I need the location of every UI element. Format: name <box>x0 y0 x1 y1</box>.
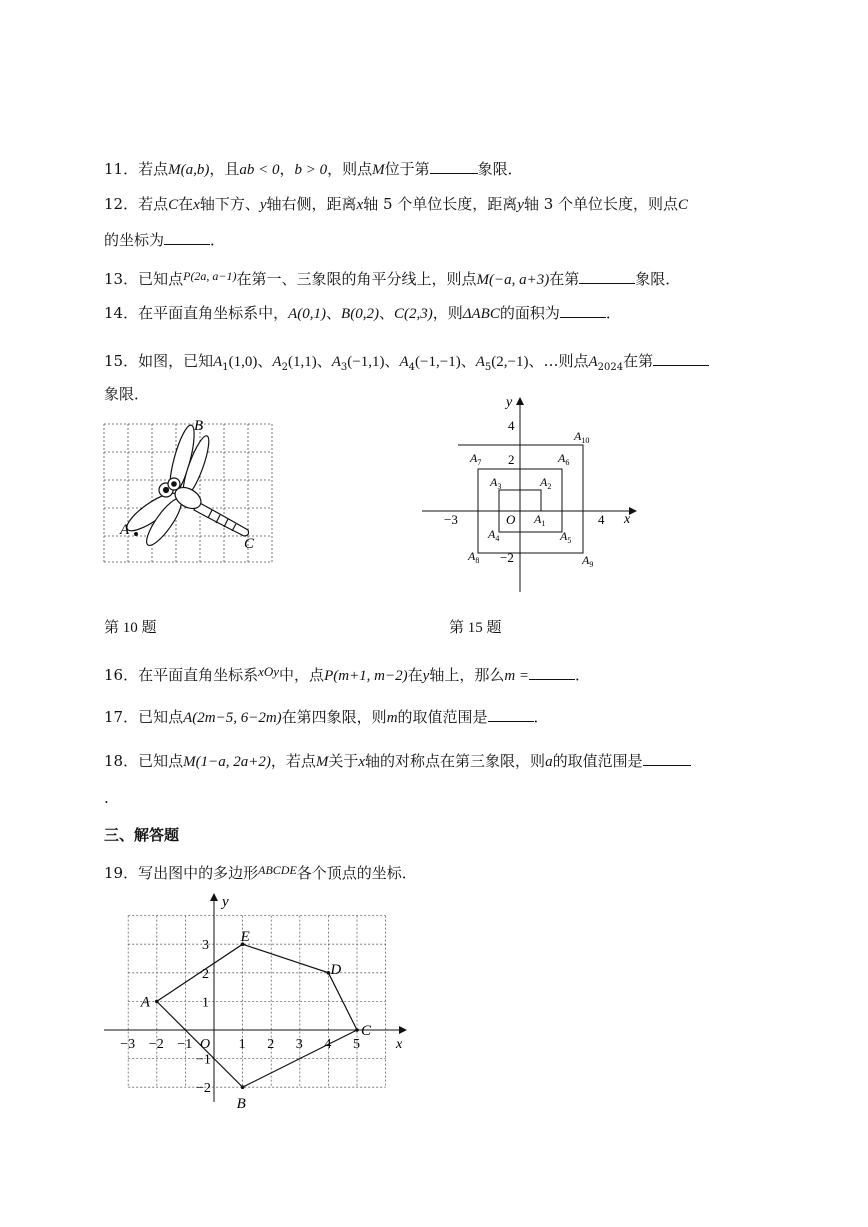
text: 在 <box>407 666 423 684</box>
vertex-dot-a <box>155 1000 159 1004</box>
math-expr: A(0,1) <box>288 306 327 322</box>
text: 已知点 <box>138 708 184 726</box>
vertex-label-b: B <box>236 1096 246 1113</box>
answer-blank[interactable] <box>488 706 534 722</box>
y-axis-label: y <box>222 894 229 910</box>
label-a4: $A_4$ <box>488 527 500 543</box>
text: 的坐标为 <box>104 231 165 249</box>
math-expr: (−1,−1) <box>415 354 461 370</box>
vertex-label-e: E <box>240 929 250 946</box>
text: 的取值范围是 <box>397 708 488 726</box>
question-number: 19． <box>104 864 139 882</box>
math-expr: P(m+1, m−2) <box>324 668 408 684</box>
math-expr: y <box>422 668 430 684</box>
y-tick-label: 3 <box>202 938 209 954</box>
label-a10: $A_{10}$ <box>574 429 590 445</box>
math-expr: (1,0) <box>228 354 258 370</box>
y-tick-labels <box>196 938 211 1096</box>
text: 、 <box>257 352 273 370</box>
text: 在第 <box>549 270 580 288</box>
label-a6: $A_6$ <box>558 451 570 467</box>
math-expr: b > 0 <box>294 162 328 178</box>
polygon-abcde <box>157 944 357 1087</box>
question-number: 16． <box>104 666 139 684</box>
text: 轴 5 个单位长度，距离 <box>363 195 518 213</box>
question-13 <box>104 266 680 290</box>
x-axis-label: x <box>396 1037 403 1052</box>
vertex-dot-c <box>355 1028 359 1032</box>
label-a9: $A_9$ <box>582 553 594 569</box>
text: 的取值范围是 <box>552 752 643 770</box>
question-number: 12． <box>104 195 139 213</box>
label-a8: $A_8$ <box>468 549 480 565</box>
text: 、 <box>384 352 400 370</box>
math-sub: 2 <box>281 362 288 373</box>
x-tick-label: −3 <box>120 1037 136 1052</box>
answer-blank[interactable] <box>653 350 709 366</box>
text: 的面积为 <box>499 304 560 322</box>
text: 在第一、三象限的角平分线上，则点 <box>236 270 477 288</box>
math-expr: (2,−1) <box>491 354 529 370</box>
question-12 <box>104 194 688 215</box>
label-a3: $A_3$ <box>490 475 502 491</box>
text: ， <box>279 160 295 178</box>
math-expr: M(−a, a+3) <box>476 272 550 288</box>
label-b: B <box>194 418 204 434</box>
origin-label: O <box>506 512 516 527</box>
answer-blank[interactable] <box>643 750 691 766</box>
math-sub: 4 <box>408 362 416 373</box>
figure-10-dragonfly <box>100 418 276 568</box>
math-sub: 1 <box>222 362 229 373</box>
text: 在第四象限，则 <box>281 708 387 726</box>
text: 在平面直角坐标系中， <box>138 304 289 322</box>
text: 轴的对称点在第三象限，则 <box>365 752 546 770</box>
question-18-line2 <box>104 788 109 808</box>
text: ． <box>533 708 549 726</box>
text: 轴上，那么 <box>429 666 505 684</box>
tick-xn3: −3 <box>444 512 458 527</box>
answer-blank[interactable] <box>164 229 210 245</box>
question-number: 15． <box>104 352 139 370</box>
text: 、 <box>378 304 394 322</box>
tick-x4: 4 <box>598 512 605 527</box>
math-expr: C <box>168 197 179 213</box>
math-expr: B(0,2) <box>341 306 379 322</box>
label-a5: $A_5$ <box>560 529 572 545</box>
tick-yn2: −2 <box>500 550 514 565</box>
vertex-labels <box>140 929 372 1112</box>
math-expr: ab < 0 <box>239 162 280 178</box>
answer-blank[interactable] <box>430 158 478 174</box>
tick-y2: 2 <box>508 452 515 467</box>
math-expr: m <box>386 710 398 726</box>
text: ，且 <box>209 160 240 178</box>
question-18 <box>104 750 691 772</box>
vertex-dot-b <box>241 1085 245 1089</box>
x-tick-labels <box>120 1037 360 1052</box>
text: . <box>104 789 109 807</box>
text: 象限． <box>635 270 681 288</box>
math-expr: M <box>372 162 385 178</box>
math-expr: A(2m−5, 6−2m) <box>183 710 282 726</box>
math-expr: x <box>358 754 366 770</box>
question-11 <box>104 158 523 180</box>
y-tick-label: 1 <box>202 995 209 1011</box>
text: 写出图中的多边形 <box>138 864 259 882</box>
text: ，则点 <box>327 160 373 178</box>
text: 、 <box>316 352 332 370</box>
x-tick-label: 2 <box>267 1037 275 1052</box>
math-expr: C(2,3) <box>393 306 433 322</box>
question-14 <box>104 302 621 324</box>
label-a7: $A_7$ <box>470 451 482 467</box>
text: 在第 <box>623 352 654 370</box>
math-expr: M(a,b) <box>168 162 210 178</box>
text: 关于 <box>328 752 359 770</box>
y-tick-label: −2 <box>196 1081 211 1097</box>
math-expr: M(1−a, 2a+2) <box>183 754 271 770</box>
grid <box>128 916 385 1088</box>
text: 轴下方、 <box>199 195 260 213</box>
math-expr: ΔABC <box>462 306 500 322</box>
math-expr: a <box>545 754 553 770</box>
math-expr: C <box>678 197 689 213</box>
text: 、…则点 <box>528 352 589 370</box>
x-tick-label: 1 <box>238 1037 246 1052</box>
math-expr: (−1,1) <box>347 354 385 370</box>
question-12-line2 <box>104 229 225 250</box>
vertex-label-a: A <box>140 994 150 1011</box>
x-tick-label: 5 <box>353 1037 360 1052</box>
math-expr: ABCDE <box>258 863 297 877</box>
text: 位于第 <box>384 160 430 178</box>
text: 已知点 <box>138 752 184 770</box>
question-number: 17． <box>104 708 139 726</box>
section-heading: 三、解答题 <box>104 827 180 844</box>
math-expr: x <box>356 197 364 213</box>
vertex-label-c: C <box>361 1023 372 1039</box>
text: ． <box>575 666 591 684</box>
math-sub: 2024 <box>597 362 624 373</box>
math-expr: y <box>517 197 524 213</box>
y-axis-label: y <box>506 395 513 410</box>
text: ． <box>605 304 621 322</box>
question-19 <box>104 860 417 883</box>
text: 轴 3 个单位长度，则点 <box>523 195 679 213</box>
text: 中，点 <box>279 666 325 684</box>
text: ，则 <box>432 304 463 322</box>
text: 象限． <box>477 160 523 178</box>
text: 若点 <box>138 195 169 213</box>
text: 各个顶点的坐标． <box>296 864 417 882</box>
text: ，若点 <box>270 752 316 770</box>
math-sub: 5 <box>484 362 492 373</box>
figure-19-polygon <box>100 888 412 1114</box>
answer-blank[interactable] <box>579 268 635 284</box>
text: 如图，已知 <box>138 352 214 370</box>
question-number: 14． <box>104 304 139 322</box>
label-a2: $A_2$ <box>540 475 552 491</box>
math-sub: 3 <box>340 362 348 373</box>
x-tick-label: −1 <box>177 1037 193 1052</box>
math-expr: A <box>588 354 598 370</box>
math-expr: A <box>213 354 223 370</box>
label-a1: $A_1$ <box>534 512 546 528</box>
text: 在 <box>178 195 194 213</box>
label-c: C <box>244 536 255 552</box>
dragonfly-drawing <box>122 423 248 549</box>
question-number: 11． <box>104 160 139 178</box>
spiral-point-labels <box>467 429 593 569</box>
tick-y4: 4 <box>508 418 515 433</box>
math-expr: A <box>475 354 485 370</box>
question-number: 13． <box>104 270 139 288</box>
text: 在平面直角坐标系 <box>138 666 259 684</box>
math-expr: x <box>193 197 200 213</box>
point-a-marker <box>134 532 138 536</box>
origin-label: O <box>200 1037 211 1052</box>
text: ． <box>210 231 226 249</box>
figure-15-spiral <box>418 392 642 594</box>
math-expr: A <box>272 354 282 370</box>
text: 、 <box>326 304 342 322</box>
math-expr: P(2a, a−1) <box>183 269 237 283</box>
math-expr: (1,1) <box>287 354 317 370</box>
question-15 <box>104 350 709 378</box>
text: 、 <box>460 352 476 370</box>
text: 轴右侧，距离 <box>266 195 357 213</box>
caption-fig15: 第 15 题 <box>449 620 502 636</box>
text: 若点 <box>138 160 169 178</box>
answer-blank[interactable] <box>560 302 606 318</box>
y-tick-label: 2 <box>202 966 209 982</box>
x-tick-label: 3 <box>295 1037 303 1052</box>
math-expr: M <box>315 754 329 770</box>
x-axis-label: x <box>624 512 631 527</box>
math-expr: A <box>331 354 341 370</box>
label-a: A <box>120 522 130 538</box>
x-tick-label: −2 <box>148 1037 164 1052</box>
question-16 <box>104 662 590 686</box>
text: 象限． <box>104 385 150 403</box>
caption-fig10: 第 10 题 <box>104 620 157 636</box>
question-17 <box>104 706 549 728</box>
answer-blank[interactable] <box>529 664 575 680</box>
x-tick-label: 4 <box>324 1037 332 1052</box>
y-tick-label: −1 <box>196 1052 211 1068</box>
question-number: 18． <box>104 752 139 770</box>
question-15-line2 <box>104 384 149 404</box>
math-expr: A <box>399 354 409 370</box>
math-expr: xOy <box>258 664 280 679</box>
vertex-label-d: D <box>330 961 342 978</box>
math-expr: m = <box>504 668 530 684</box>
text: 已知点 <box>138 270 184 288</box>
math-expr: y <box>259 197 267 213</box>
